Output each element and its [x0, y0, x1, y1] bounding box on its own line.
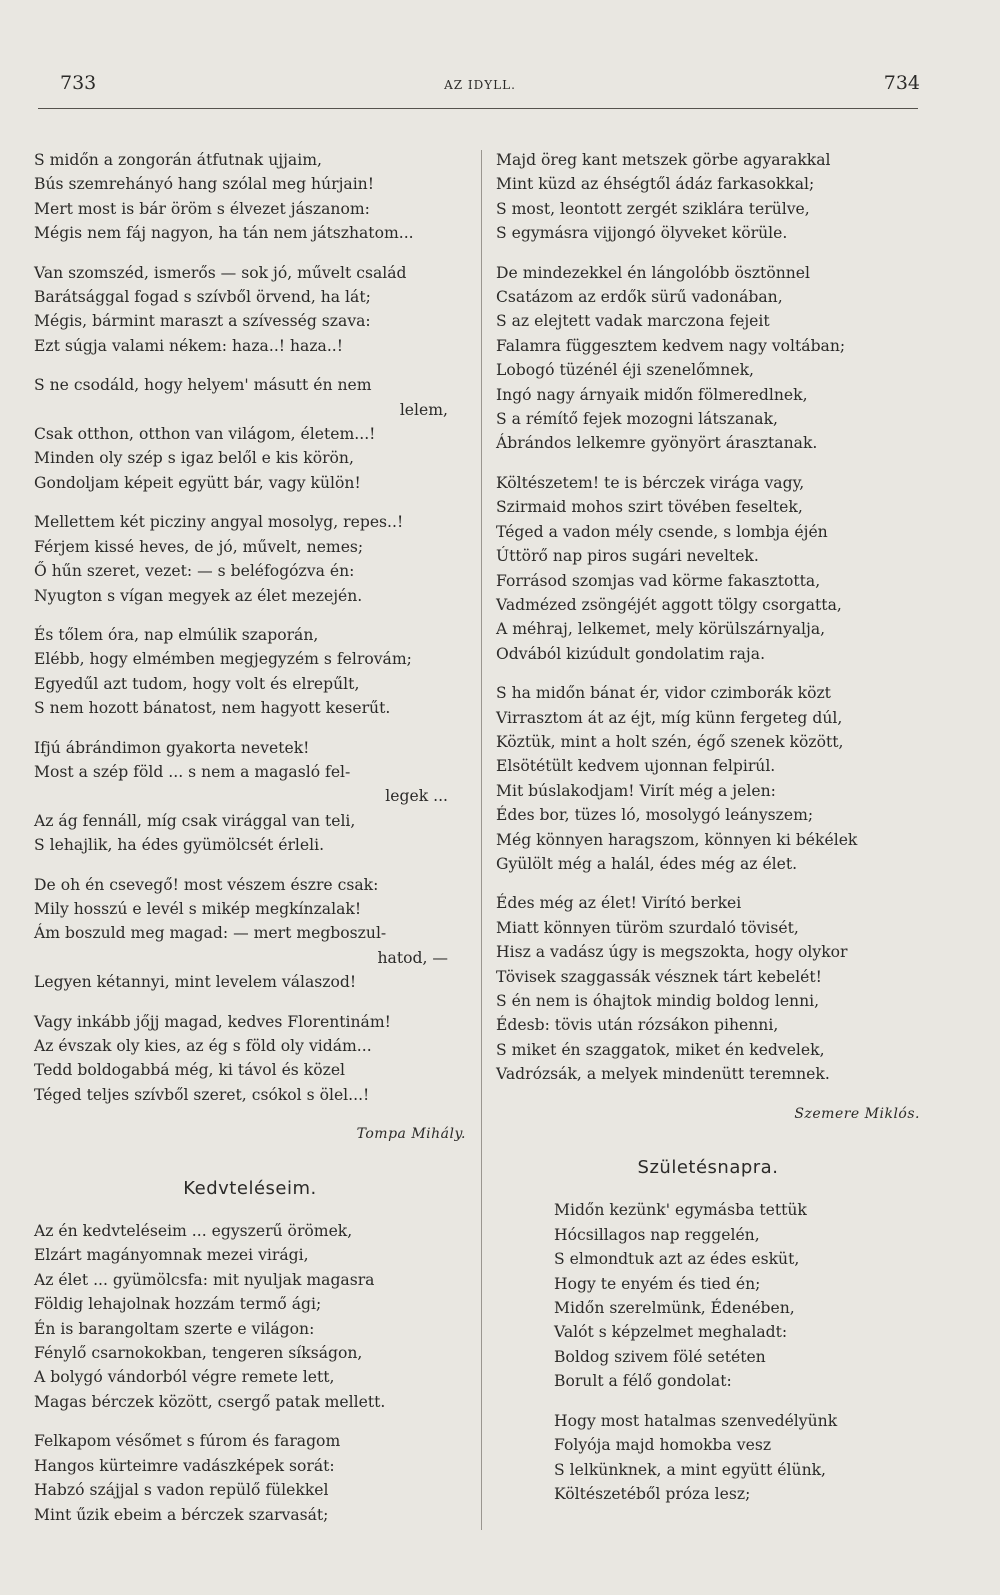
poem-line: Folyója majd homokba vesz	[554, 1436, 772, 1455]
poem-line: Mellettem két picziny angyal mosolyg, repes..!	[34, 513, 404, 532]
poem-line: Mint űzik ebeim a bérczek szarvasát;	[34, 1505, 329, 1524]
poem-line: S lelkünknek, a mint együtt élünk,	[554, 1460, 827, 1479]
poem-line: Mégis nem fáj nagyon, ha tán nem játszhatom...	[34, 224, 414, 243]
poem-line: Virrasztom át az éjt, míg künn fergeteg dúl,	[496, 708, 843, 727]
stanza	[34, 623, 466, 721]
poem-line: S miket én szaggatok, miket én kedvelek,	[496, 1040, 825, 1059]
stanza	[34, 148, 466, 246]
poem-line: Édes bor, tüzes ló, mosolygó leányszem;	[496, 806, 814, 825]
left-column	[34, 148, 466, 1542]
poem-line: Bús szemrehányó hang szólal meg húrjain!	[34, 175, 374, 194]
stanza	[34, 373, 466, 495]
poem-line: Úttörő nap piros sugári neveltek.	[496, 547, 759, 566]
poem-line: Elébb, hogy elmémben megjegyzém s felrovám;	[34, 650, 412, 669]
poem-line: Minden oly szép s igaz belől e kis körön,	[34, 449, 354, 468]
stanza	[496, 1409, 920, 1507]
poem-line: Hogy most hatalmas szenvedélyünk	[554, 1411, 838, 1430]
stanza	[496, 891, 920, 1086]
stanza	[496, 148, 920, 246]
poem-line: Hócsillagos nap reggelén,	[554, 1225, 760, 1244]
poem-line: Hangos kürteimre vadászképek sorát:	[34, 1456, 335, 1475]
poem-line: Köztük, mint a holt szén, égő szenek között,	[496, 732, 844, 751]
poem-line: Ingó nagy árnyaik midőn fölmeredlnek,	[496, 385, 808, 404]
stanza	[34, 873, 466, 995]
poem-title: Kedvteléseim.	[183, 1177, 317, 1199]
poem-line: Csatázom az erdők sürű vadonában,	[496, 288, 783, 307]
poem-line: Mégis, bármint maraszt a szívesség szava:	[34, 312, 371, 331]
poem-line: Édesb: tövis után rózsákon pihenni,	[496, 1016, 779, 1035]
poem-line: hatod, —	[377, 948, 448, 967]
stanza	[496, 681, 920, 876]
poem-line: lelem,	[399, 400, 448, 419]
poem-line: Mint küzd az éhségtől ádáz farkasokkal;	[496, 175, 815, 194]
poem-line: De mindezekkel én lángolóbb ösztönnel	[496, 263, 811, 282]
poem-line: S a rémítő fejek mozogni látszanak,	[496, 410, 778, 429]
poem-line: Szirmaid mohos szirt tövében feseltek,	[496, 498, 803, 517]
poem-line: Most a szép föld ... s nem a magasló fel-	[34, 762, 351, 781]
poem-line: Nyugton s vígan megyek az élet mezején.	[34, 586, 363, 605]
right-column	[496, 148, 920, 1521]
poem-line: S én nem is óhajtok mindig boldog lenni,	[496, 992, 820, 1010]
poem-line: Az élet ... gyümölcsfa: mit nyuljak magasra	[34, 1270, 375, 1289]
poem-line: Én is barangoltam szerte e világon:	[34, 1319, 315, 1338]
poem-line: Valót s képzelmet meghaladt:	[554, 1323, 788, 1342]
poem-line: Az én kedvteléseim ... egyszerű örömek,	[34, 1222, 353, 1241]
poem-line: Majd öreg kant metszek görbe agyarakkal	[496, 151, 831, 169]
poem-line: Fénylő csarnokokban, tengeren síkságon,	[34, 1344, 363, 1363]
poem-line: Falamra függesztem kedvem nagy voltában;	[496, 336, 846, 355]
poem-line: Legyen kétannyi, mint levelem válaszod!	[34, 973, 357, 992]
poem-line: Földig lehajolnak hozzám termő ági;	[34, 1295, 322, 1314]
page-header	[40, 72, 920, 106]
stanza	[34, 510, 466, 608]
poem-line: Ifjú ábrándimon gyakorta nevetek!	[34, 738, 310, 757]
poem-line: Vagy inkább jőjj magad, kedves Florentinám!	[34, 1012, 391, 1031]
stanza	[34, 261, 466, 359]
poem-line: Ezt súgja valami nékem: haza..! haza..!	[34, 336, 344, 355]
poem-line: Midőn szerelmünk, Édenében,	[554, 1299, 795, 1318]
poem-line: Boldog szivem fölé setéten	[554, 1347, 766, 1366]
poem-line: Ő hűn szeret, vezet: — s beléfogózva én:	[34, 562, 355, 581]
poem-line: S most, leontott zergét sziklára terülve,	[496, 199, 810, 218]
poem-line: S egymásra vijjongó ölyveket körüle.	[496, 224, 788, 243]
page-number-left: 733	[60, 72, 97, 94]
poem-line: S lehajlik, ha édes gyümölcsét érleli.	[34, 836, 325, 855]
page-number-right: 734	[883, 72, 920, 94]
poem-line: Forrásod szomjas vad körme fakasztotta,	[496, 571, 821, 590]
poem-line: S az elejtett vadak marczona fejeit	[496, 312, 770, 331]
poem-line: Hogy te enyém és tied én;	[554, 1274, 761, 1293]
poem-line: Habzó szájjal s vadon repülő fülekkel	[34, 1481, 329, 1500]
header-rule	[38, 108, 918, 109]
poem-line: Az ág fennáll, míg csak virággal van teli,	[34, 811, 356, 830]
poem-line: Téged teljes szívből szeret, csókol s ölel...!	[34, 1085, 370, 1104]
poem-line: Ábrándos lelkemre gyönyört árasztanak.	[496, 434, 818, 453]
poem-title: Születésnapra.	[637, 1157, 779, 1179]
poem-line: Költészetéből próza lesz;	[554, 1484, 751, 1503]
stanza	[34, 1429, 466, 1527]
poem-line: Még könnyen haragszom, könnyen ki békélek	[496, 830, 858, 849]
poem-line: Tövisek szaggassák vésznek tárt kebelét!	[496, 967, 822, 986]
poem-line: Ám boszuld meg magad: — mert megboszul-	[34, 924, 387, 943]
running-head: AZ IDYLL.	[444, 78, 516, 92]
poem-line: Barátsággal fogad s szívből örvend, ha lát;	[34, 288, 371, 307]
poem-line: S elmondtuk azt az édes esküt,	[554, 1250, 800, 1269]
poem-line: Mit búslakodjam! Virít még a jelen:	[496, 781, 776, 800]
poem-line: És tőlem óra, nap elmúlik szaporán,	[34, 625, 319, 644]
poem-line: Vadmézed zsöngéjét aggott tölgy csorgatta,	[496, 595, 842, 614]
column-divider	[481, 150, 482, 1530]
poem-line: Hisz a vadász úgy is megszokta, hogy olykor	[496, 943, 848, 962]
poem-line: legek ...	[385, 787, 448, 806]
poem-line: Csak otthon, otthon van világom, életem...!	[34, 425, 376, 444]
poem-line: A bolygó vándorból végre remete lett,	[34, 1368, 335, 1387]
poem-line: S ne csodáld, hogy helyem' másutt én nem	[34, 376, 372, 395]
stanza	[34, 1010, 466, 1108]
poem-line: Gyülölt még a halál, édes még az élet.	[496, 854, 798, 873]
poem-line: Felkapom vésőmet s fúrom és faragom	[34, 1432, 341, 1451]
poem-line: Magas bérczek között, csergő patak mellett.	[34, 1392, 386, 1411]
poem-line: De oh én csevegő! most vészem észre csak:	[34, 875, 379, 894]
stanza	[496, 261, 920, 456]
poem-line: A méhraj, lelkemet, mely körülszárnyalja,	[496, 620, 826, 639]
poem-line: Mert most is bár öröm s élvezet jászanom:	[34, 199, 370, 218]
poem-line: S ha midőn bánat ér, vidor czimborák közt	[496, 684, 831, 703]
poem-line: Elzárt magányomnak mezei virági,	[34, 1246, 309, 1265]
poem-line: Mily hosszú e levél s mikép megkínzalak!	[34, 899, 362, 918]
poem-line: Miatt könnyen türöm szurdaló tövisét,	[496, 918, 799, 937]
stanza	[34, 1219, 466, 1414]
poem-line: S midőn a zongorán átfutnak ujjaim,	[34, 151, 322, 169]
poem-line: Egyedűl azt tudom, hogy volt és elrepűlt,	[34, 674, 360, 693]
poem-line: Borult a félő gondolat:	[554, 1372, 732, 1391]
poem-line: Tedd boldogabbá még, ki távol és közel	[34, 1061, 346, 1080]
author-signature: Tompa Mihály.	[356, 1126, 466, 1143]
stanza	[496, 471, 920, 666]
poem-line: Az évszak oly kies, az ég s föld oly vidám...	[34, 1037, 372, 1055]
poem-line: Édes még az élet! Virító berkei	[496, 894, 742, 913]
poem-line: Elsötétült kedvem ujonnan felpirúl.	[496, 757, 776, 776]
author-signature: Szemere Miklós.	[794, 1105, 920, 1122]
poem-line: Midőn kezünk' egymásba tettük	[554, 1201, 807, 1220]
poem-line: Költészetem! te is bérczek virága vagy,	[496, 473, 805, 492]
stanza	[34, 736, 466, 858]
poem-line: S nem hozott bánatost, nem hagyott keserűt.	[34, 699, 391, 718]
poem-line: Lobogó tüzénél éji szenelőmnek,	[496, 361, 754, 380]
poem-line: Téged a vadon mély csende, s lombja éjén	[496, 522, 828, 541]
poem-line: Gondoljam képeit együtt bár, vagy külön!	[34, 473, 361, 492]
poem-line: Férjem kissé heves, de jó, művelt, nemes;	[34, 537, 364, 556]
poem-line: Vadrózsák, a melyek mindenütt teremnek.	[496, 1065, 830, 1084]
poem-line: Odvából kizúdult gondolatim raja.	[496, 644, 766, 663]
stanza	[496, 1198, 920, 1393]
poem-line: Van szomszéd, ismerős — sok jó, művelt család	[34, 263, 407, 282]
